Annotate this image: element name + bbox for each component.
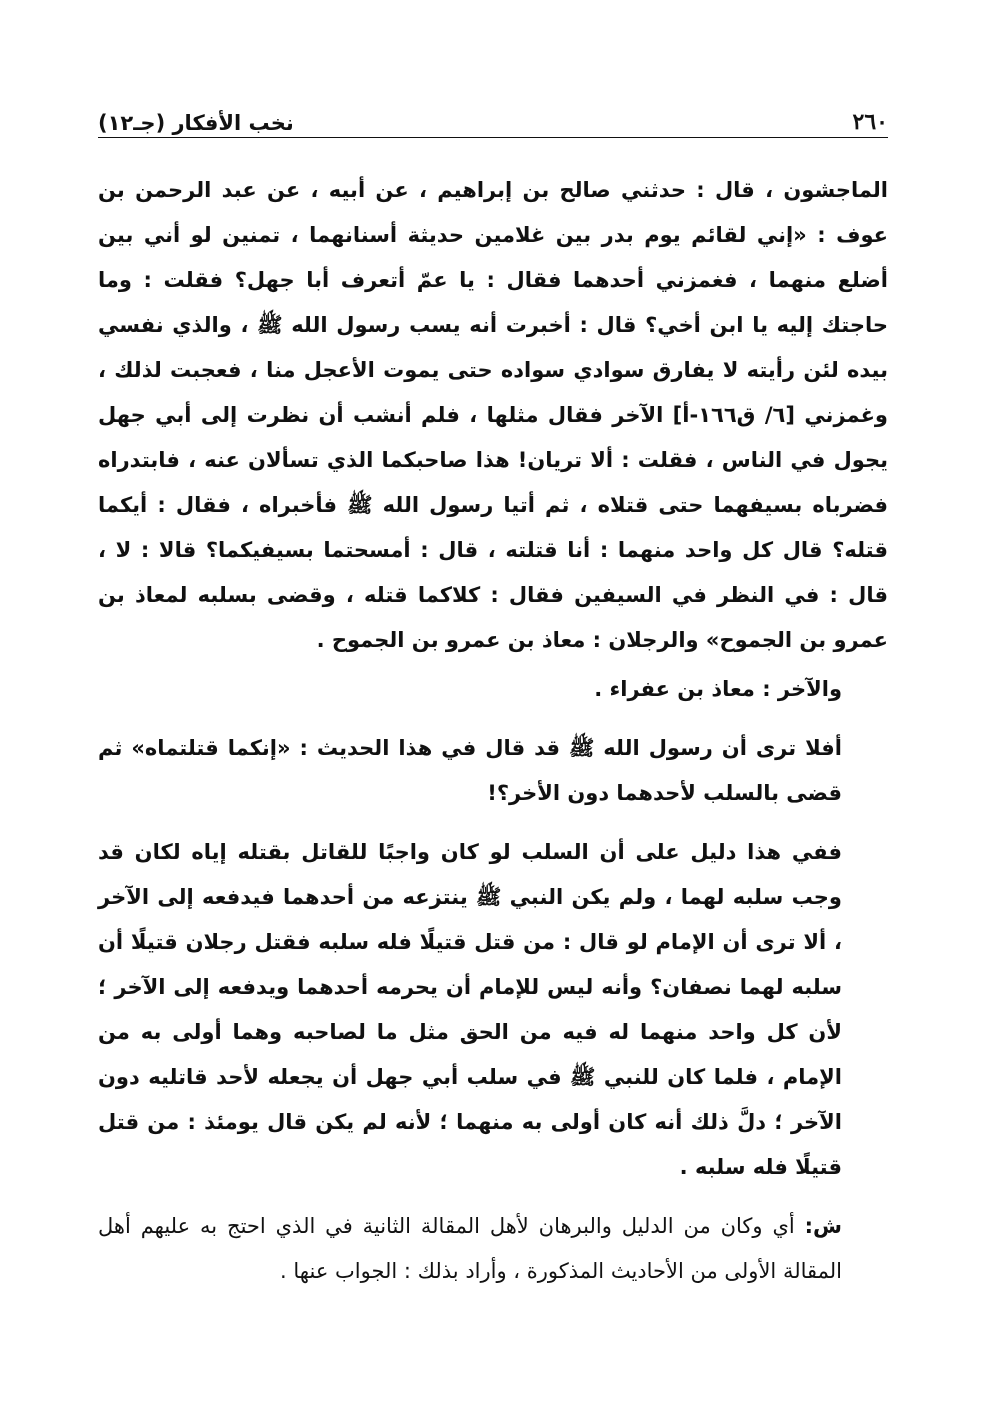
page: [98, 95, 888, 1294]
commentary-marker: ش:: [804, 1214, 842, 1238]
book-title: نخب الأفكار (جـ١٢): [98, 111, 294, 135]
commentary-paragraph: [98, 1204, 888, 1294]
narrator-note: والآخر : معاذ بن عفراء .: [594, 677, 842, 701]
argument-paragraph: أفلا ترى أن رسول الله ﷺ قد قال في هذا الحديث : «إنكما قتلتماه» ثم قضى بالسلب لأحدهما دون الأخر؟!: [98, 736, 842, 805]
hadith-paragraph: الماجشون ، قال : حدثني صالح بن إبراهيم ، عن أبيه ، عن عبد الرحمن بن عوف : «إني لقائم يوم بدر بين غلامين حديثة أسنانهما ، تمنين لو أني بين أضلع منهما ، فغمزني أحدهما فقال : يا عمّ أتعرف أبا جهل؟ فقلت : وما حاجتك إليه يا ابن أخي؟ قال : أخبرت أنه يسب رسول الله ﷺ ، والذي نفسي بيده لئن رأيته لا يفارق سوادي سواده حتى يموت الأعجل منا ، فعجبت لذلك ، وغمزني [٦/ ق١٦٦-أ] الآخر فقال مثلها ، فلم أنشب أن نظرت إلى أبي جهل يجول في الناس ، فقلت : ألا تريان! هذا صاحبكما الذي تسألان عنه ، فابتدراه فضرباه بسيفهما حتى قتلاه ، ثم أتيا رسول الله ﷺ فأخبراه ، فقال : أيكما قتله؟ قال كل واحد منهما : أنا قتلته ، قال : أمسحتما بسيفيكما؟ قالا : لا ، قال : في النظر في السيفين فقال : كلاكما قتله ، وقضى بسلبه لمعاذ بن عمرو بن الجموح» والرجلان : معاذ بن عمرو بن الجموح .: [98, 178, 888, 652]
page-header: [98, 95, 888, 138]
evidence-paragraph: ففي هذا دليل على أن السلب لو كان واجبًا للقاتل بقتله إياه لكان قد وجب سلبه لهما ، ولم يكن النبي ﷺ ينتزعه من أحدهما فيدفعه إلى الآخر ، ألا ترى أن الإمام لو قال : من قتل قتيلًا فله سلبه فقتل رجلان قتيلًا أن سلبه لهما نصفان؟ وأنه ليس للإمام أن يحرمه أحدهما ويدفعه إلى الآخر ؛ لأن كل واحد منهما له فيه من الحق مثل ما لصاحبه وهما أولى به من الإمام ، فلما كان للنبي ﷺ في سلب أبي جهل أن يجعله لأحد قاتليه دون الآخر ؛ دلَّ ذلك أنه كان أولى به منهما ؛ لأنه لم يكن قال يومئذ : من قتل قتيلًا فله سلبه .: [98, 840, 842, 1179]
page-body: [98, 168, 888, 1294]
page-number: ٢٦٠: [852, 109, 888, 135]
commentary-text: أي وكان من الدليل والبرهان لأهل المقالة الثانية في الذي احتج به عليهم أهل المقالة الأولى من الأحاديث المذكورة ، وأراد بذلك : الجواب عنها .: [98, 1214, 842, 1283]
